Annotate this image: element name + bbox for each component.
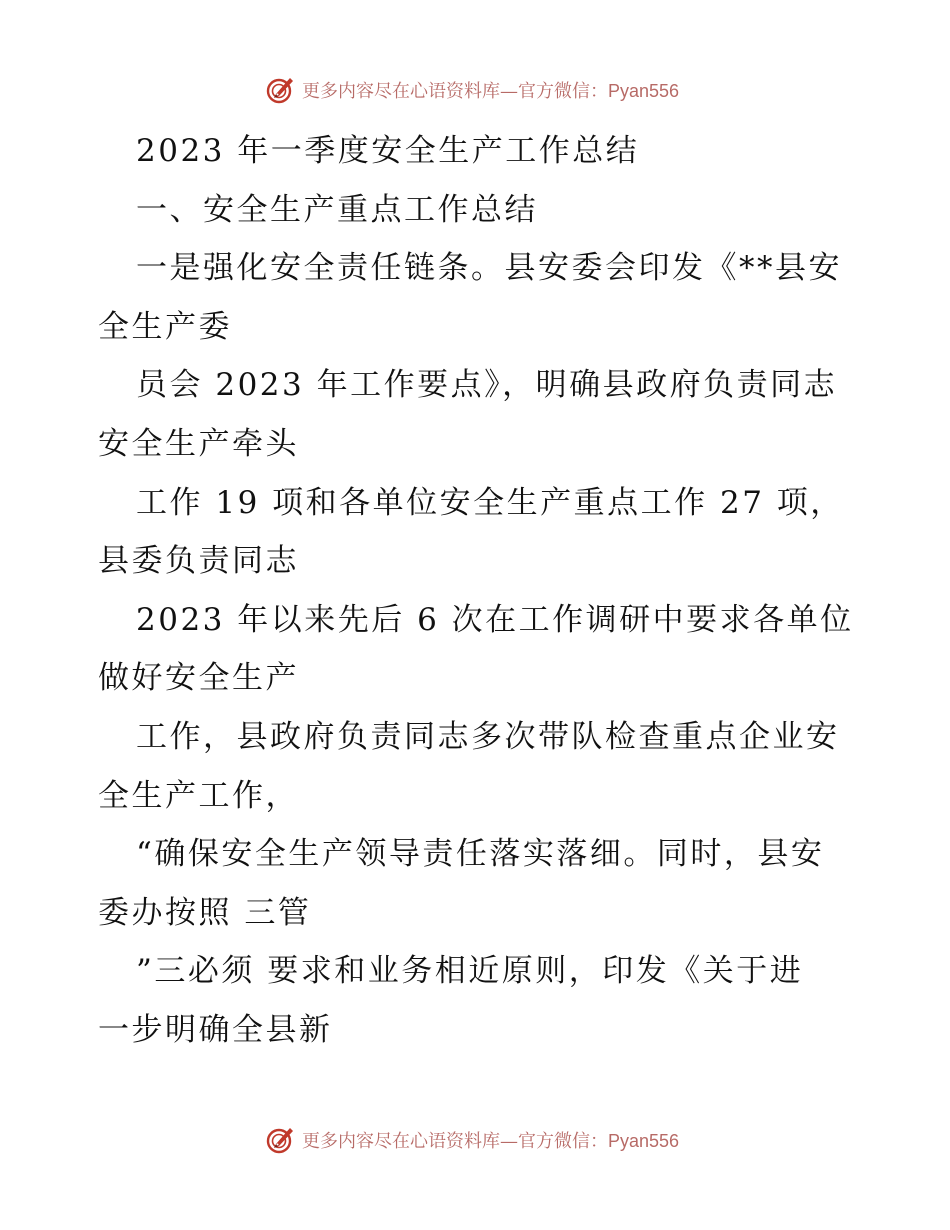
section-heading: 一、安全生产重点工作总结 <box>136 191 538 228</box>
pen-nib-logo-icon <box>264 1124 296 1156</box>
paragraph-line: 工作 19 项和各单位安全生产重点工作 27 项， <box>136 484 844 521</box>
paragraph-line: 安全生产牵头 <box>98 425 299 462</box>
document-title: 2023 年一季度安全生产工作总结 <box>136 133 640 169</box>
paragraph-line: 全生产工作， <box>98 777 299 814</box>
paragraph-line: 员会 2023 年工作要点》，明确县政府负责同志 <box>136 367 838 404</box>
header-banner-content <box>264 74 679 106</box>
footer-banner-content <box>264 1124 679 1156</box>
paragraph-line: 做好安全生产 <box>98 660 299 697</box>
paragraph-line: ”三必须 要求和业务相近原则，印发《关于进 <box>136 953 804 990</box>
pen-nib-logo-icon <box>264 74 296 106</box>
paragraph-line: 一步明确全县新 <box>98 1011 333 1048</box>
paragraph-line: 委办按照 三管 <box>98 894 312 931</box>
paragraph-line: 县委负责同志 <box>98 543 299 580</box>
header-banner-text <box>302 77 679 103</box>
header-banner-label: 更多内容尽在心语资料库—官方微信： <box>301 81 608 102</box>
paragraph-line: 一是强化安全责任链条。县安委会印发《**县安 <box>136 250 842 287</box>
paragraph-line: “确保安全生产领导责任落实落细。同时，县安 <box>136 836 825 873</box>
footer-banner-label: 更多内容尽在心语资料库—官方微信： <box>301 1131 608 1152</box>
header-banner <box>0 70 950 110</box>
footer-wechat-id: Pyan556 <box>607 1131 680 1151</box>
header-wechat-id: Pyan556 <box>607 81 680 101</box>
paragraph-line: 全生产委 <box>98 308 232 345</box>
footer-banner <box>0 1120 950 1160</box>
paragraph-line: 2023 年以来先后 6 次在工作调研中要求各单位 <box>136 601 854 638</box>
footer-banner-text <box>302 1127 679 1153</box>
paragraph-line: 工作，县政府负责同志多次带队检查重点企业安 <box>136 718 840 755</box>
document-body <box>98 122 858 1060</box>
